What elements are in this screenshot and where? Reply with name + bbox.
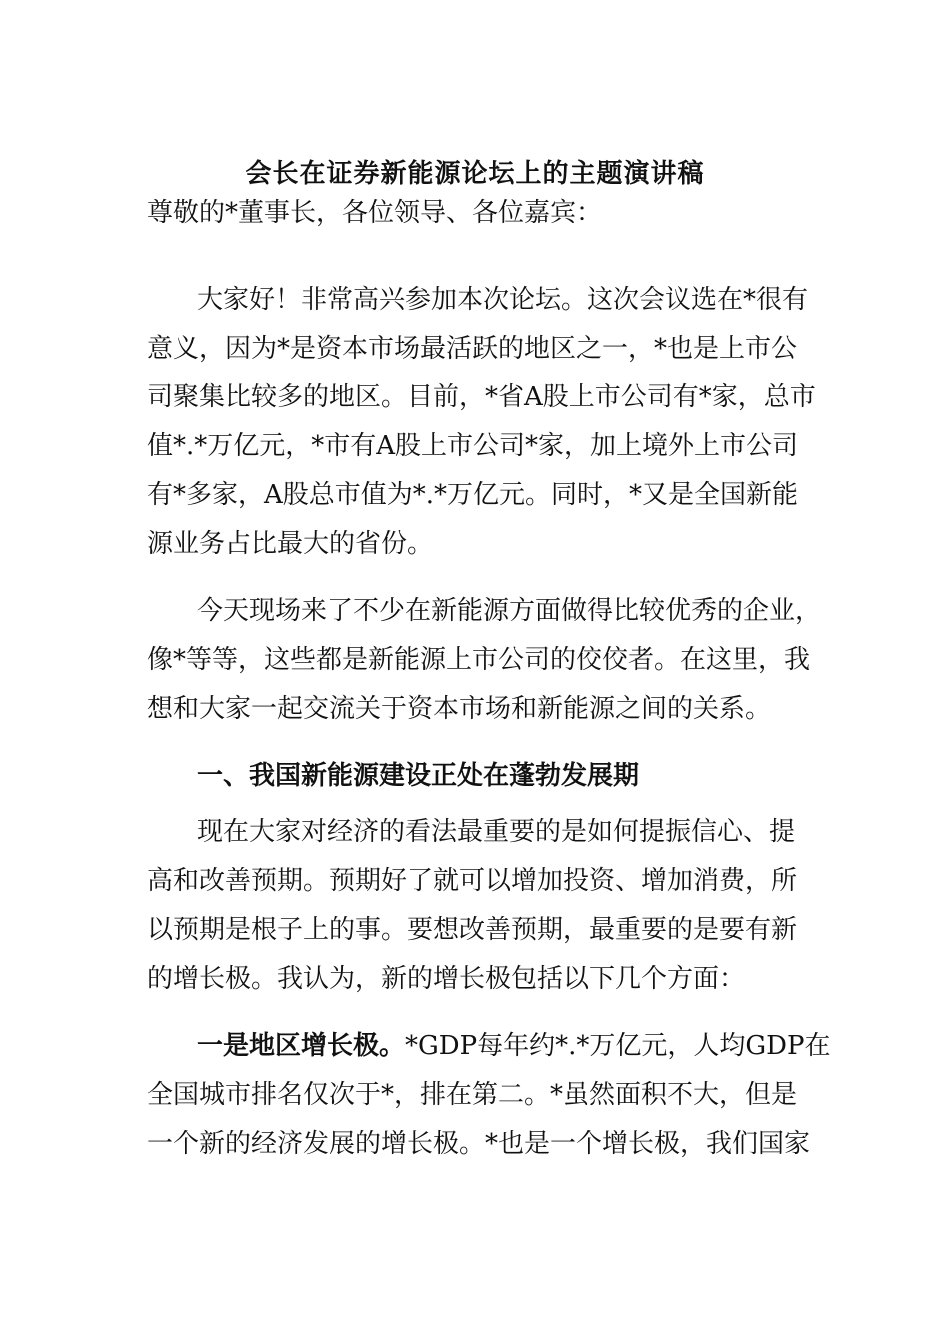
- paragraph-1-line-2: 意义，因为*是资本市场最活跃的地区之一，*也是上市公: [147, 334, 798, 364]
- salutation: 尊敬的*董事长，各位领导、各位嘉宾：: [147, 198, 603, 228]
- paragraph-1-line-1: 大家好！非常高兴参加本次论坛。这次会议选在*很有: [197, 285, 809, 315]
- paragraph-2-line-2: 像*等等，这些都是新能源上市公司的佼佼者。在这里，我: [147, 645, 811, 675]
- paragraph-1-line-4: 值*.*万亿元，*市有A股上市公司*家，加上境外上市公司: [147, 431, 799, 461]
- paragraph-3-line-1: 现在大家对经济的看法最重要的是如何提振信心、提: [197, 817, 796, 847]
- paragraph-4-line-2: 全国城市排名仅次于*，排在第二。*虽然面积不大，但是: [147, 1080, 798, 1110]
- paragraph-4-line-3: 一个新的经济发展的增长极。*也是一个增长极，我们国家: [147, 1129, 811, 1159]
- paragraph-2-line-3: 想和大家一起交流关于资本市场和新能源之间的关系。: [147, 694, 772, 724]
- paragraph-3-line-2: 高和改善预期。预期好了就可以增加投资、增加消费，所: [147, 866, 798, 896]
- paragraph-4-line-1: [197, 1027, 831, 1065]
- document-title: 会长在证券新能源论坛上的主题演讲稿: [245, 159, 705, 189]
- paragraph-1-line-5: 有*多家，A股总市值为*.*万亿元。同时，*又是全国新能: [147, 480, 799, 510]
- paragraph-4-line-1-text: *GDP每年约*.*万亿元，人均GDP在: [405, 1031, 831, 1061]
- paragraph-1-line-3: 司聚集比较多的地区。目前，*省A股上市公司有*家，总市: [147, 382, 816, 412]
- paragraph-4-lead: 一是地区增长极。: [197, 1031, 406, 1061]
- paragraph-2-line-1: 今天现场来了不少在新能源方面做得比较优秀的企业，: [197, 596, 822, 626]
- paragraph-3-line-4: 的增长极。我认为，新的增长极包括以下几个方面：: [147, 964, 746, 994]
- paragraph-1-line-6: 源业务占比最大的省份。: [147, 529, 434, 559]
- section-1-heading: 一、我国新能源建设正处在蓬勃发展期: [197, 761, 640, 791]
- paragraph-3-line-3: 以预期是根子上的事。要想改善预期，最重要的是要有新: [147, 915, 798, 945]
